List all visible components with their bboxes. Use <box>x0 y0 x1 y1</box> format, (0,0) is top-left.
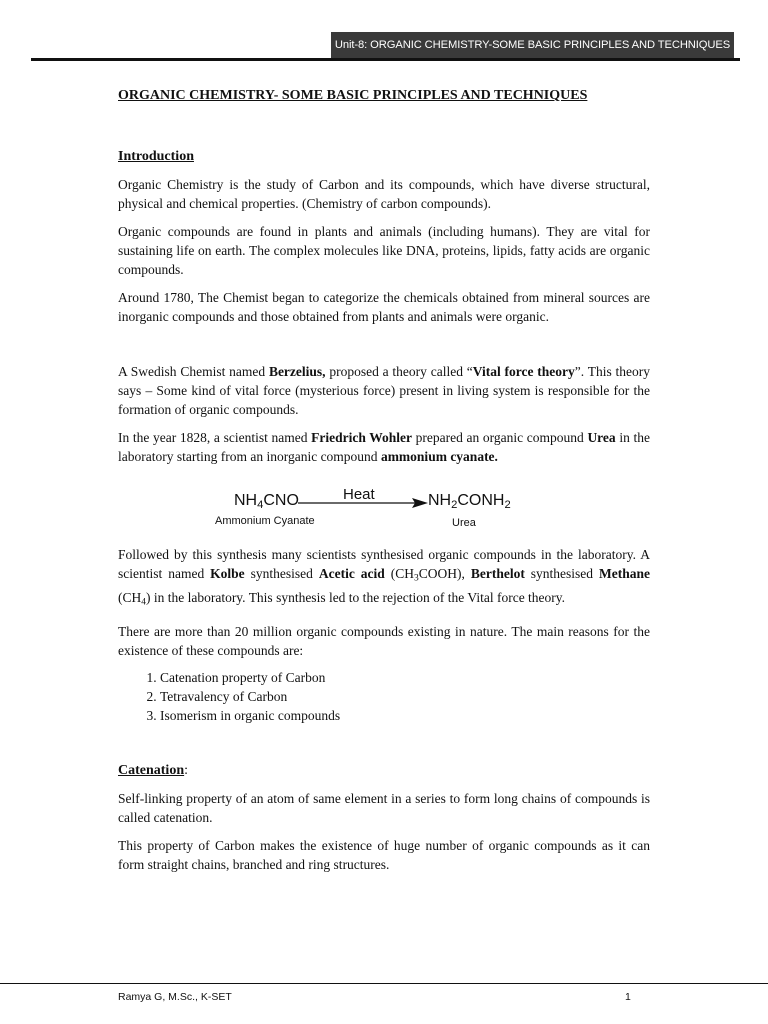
text-run: A Swedish Chemist named <box>118 364 269 379</box>
reaction-condition: Heat <box>343 486 375 503</box>
wohler-paragraph <box>118 428 650 466</box>
bold-term: ammonium cyanate. <box>380 449 498 464</box>
list-item: 1. Catenation property of Carbon <box>160 668 650 687</box>
reactant-formula: $NH_4CNO$ <box>234 492 299 511</box>
catenation-paragraph-2: This property of Carbon makes the existence of huge number of organic compounds as it can form straight chains, branched and ring structures. <box>118 837 650 872</box>
text-run: prepared an organic compound <box>412 430 588 445</box>
introduction-heading: Introduction <box>118 149 194 164</box>
header-rule <box>31 58 740 61</box>
intro-paragraph-3: Around 1780, The Chemist began to categorize the chemicals obtained from mineral sources are inorganic compounds and those obtained from plants and animals were organic. <box>118 290 650 324</box>
list-item: 3. Isomerism in organic compounds <box>160 706 650 725</box>
catenation-heading: Catenation: <box>118 762 189 778</box>
bold-term: Kolbe <box>210 566 245 581</box>
page-number: 1 <box>625 991 631 1003</box>
bold-term: Friedrich Wohler <box>311 430 412 445</box>
text-run: in the laboratory starting from an inorganic compound <box>118 430 650 464</box>
bold-term: Acetic acid <box>318 566 385 581</box>
footer-author: Ramya G, M.Sc., K-SET <box>118 991 232 1003</box>
document-title: ORGANIC CHEMISTRY- SOME BASIC PRINCIPLES AND TECHNIQUES <box>118 88 588 103</box>
text-run: ”. This theory says – Some kind of vital force (mysterious force) present in living system is responsible for the formation of organic compounds. <box>118 364 650 417</box>
bold-term: Vital force theory <box>472 364 575 379</box>
bold-term: Berzelius, <box>268 364 326 379</box>
kolbe-paragraph: Followed by this synthesis many scientists synthesised organic compounds in the laboratory. A scientist named Kolbe synthesised Acetic acid $(CH_3COOH)$, Berthelot synthesised Methane $(CH_4)$ in the laboratory. This synthesis led to the rejection of the Vital force theory. <box>118 547 651 608</box>
berzelius-paragraph <box>118 362 650 419</box>
urea-reaction-equation <box>118 488 650 536</box>
footer-rule <box>0 983 768 984</box>
product-formula: $NH_2CONH_2$ <box>428 492 511 511</box>
reactant-name: Ammonium Cyanate <box>215 515 315 527</box>
text-run: proposed a theory called “ <box>325 364 473 379</box>
intro-paragraph-2: Organic compounds are found in plants and animals (including humans). They are vital for sustaining life on earth. The complex molecules like DNA, proteins, lipids, fatty acids are organic compounds. <box>118 224 650 277</box>
reasons-paragraph: There are more than 20 million organic compounds existing in nature. The main reasons for the existence of these compounds are: <box>118 623 650 658</box>
intro-paragraph-1: Organic Chemistry is the study of Carbon and its compounds, which have diverse structural, physical and chemical properties. (Chemistry of carbon compounds). <box>118 177 650 211</box>
bold-term: Methane <box>599 566 651 581</box>
bold-term: Urea <box>587 430 616 445</box>
document-body <box>118 87 650 874</box>
product-name: Urea <box>452 517 476 529</box>
catenation-paragraph-1: Self-linking property of an atom of same element in a series to form long chains of compounds is called catenation. <box>118 790 650 825</box>
text-run: In the year 1828, a scientist named <box>118 430 312 445</box>
reasons-list <box>118 668 650 725</box>
bold-term: Berthelot <box>470 566 525 581</box>
list-item: 2. Tetravalency of Carbon <box>160 687 650 706</box>
unit-header-label: Unit-8: ORGANIC CHEMISTRY-SOME BASIC PRINCIPLES AND TECHNIQUES <box>331 32 734 58</box>
